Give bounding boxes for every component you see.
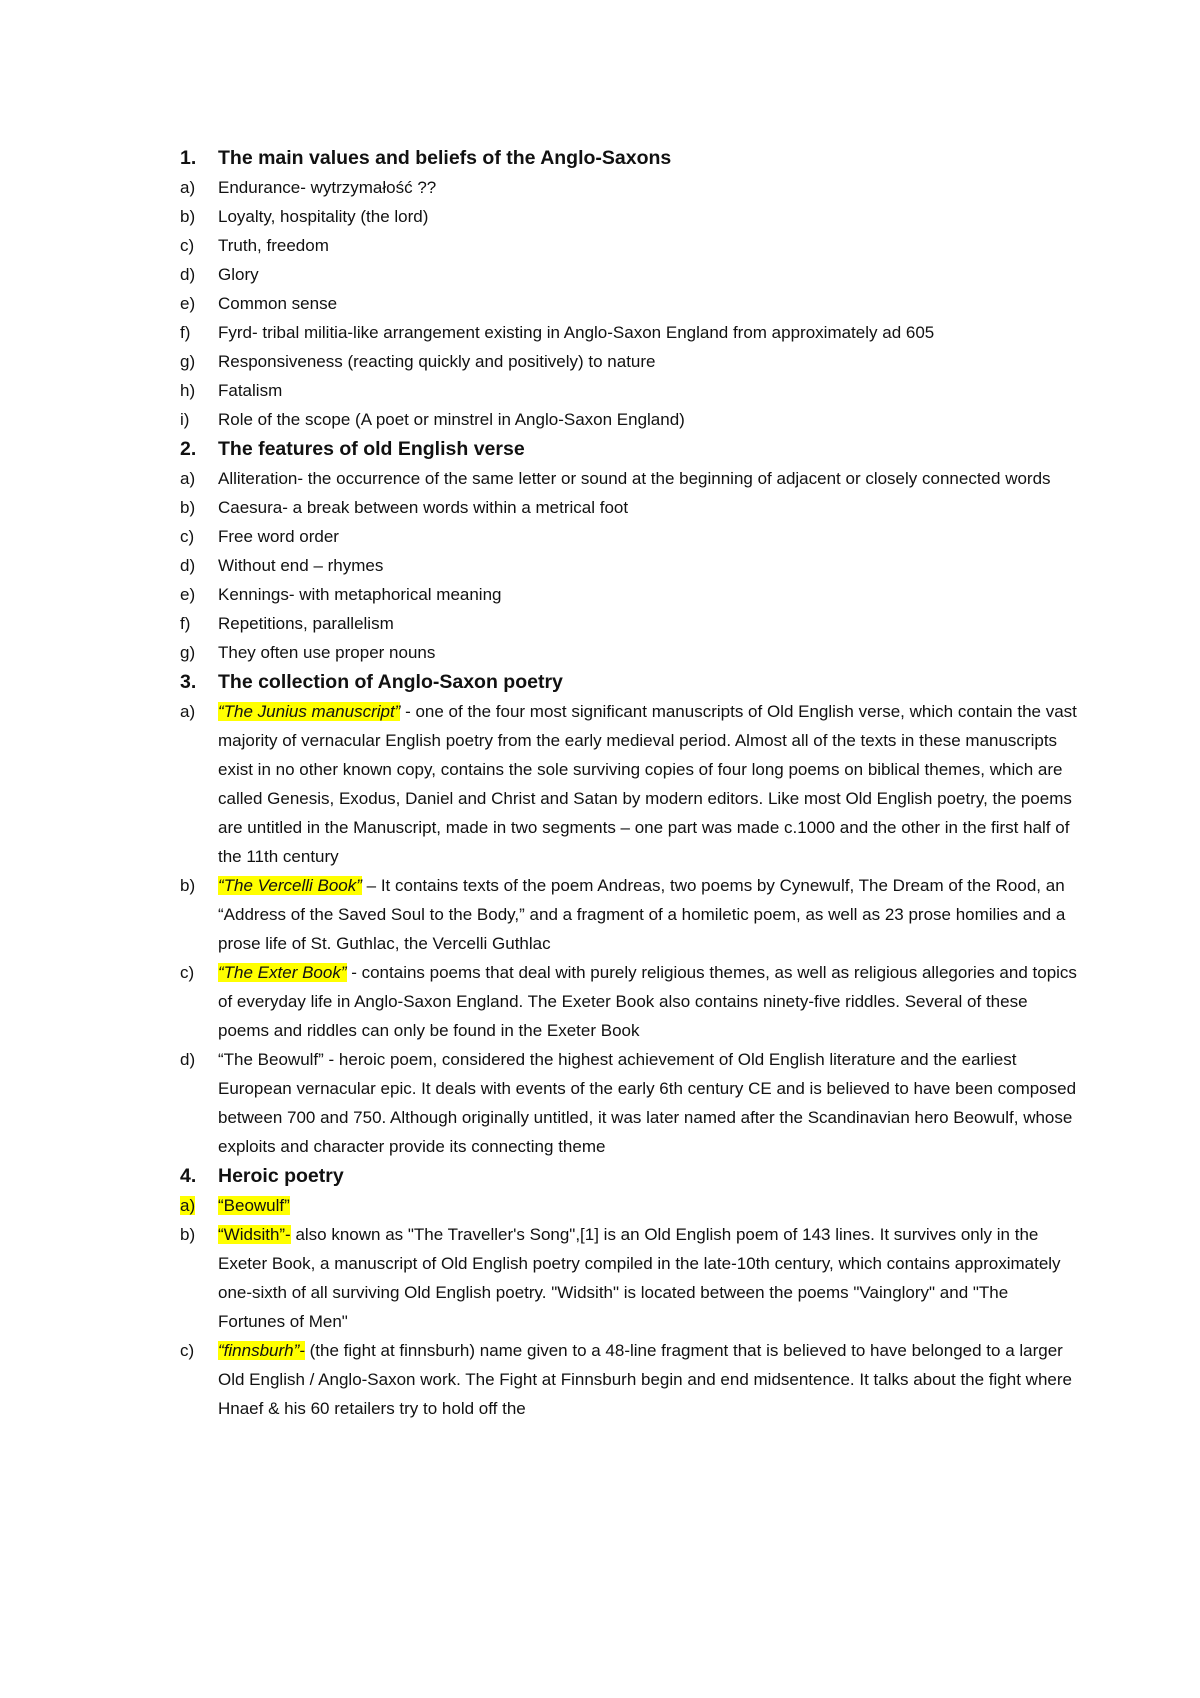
- item-marker: b): [180, 876, 196, 895]
- section-2: [180, 434, 1080, 667]
- item-marker: g): [180, 643, 196, 662]
- item-text: Fyrd- tribal militia-like arrangement existing in Anglo-Saxon England from approximately ad 605: [218, 323, 935, 342]
- list-item: [180, 1191, 1080, 1220]
- highlighted-title: “The Junius manuscript”: [218, 702, 401, 721]
- section-number: 2.: [180, 438, 197, 460]
- item-paragraph: [218, 1336, 1080, 1423]
- item-text: “The Beowulf” - heroic poem, considered the highest achievement of Old English literature and the earliest European vernacular epic. It deals with events of the early 6th century CE and is believed to have been composed between 700 and 750. Although originally untitled, it was later named after the Scandinavian hero Beowulf, whose exploits and character provide its connecting theme: [218, 1050, 1077, 1156]
- highlighted-title: “Widsith”-: [218, 1225, 291, 1244]
- item-marker: a): [180, 702, 196, 721]
- item-paragraph: [218, 871, 1080, 958]
- list-item: [180, 347, 1080, 376]
- item-text: - contains poems that deal with purely religious themes, as well as religious allegories and topics of everyday life in Anglo-Saxon England. The Exeter Book also contains ninety-five riddles. Several of these poems and riddles can only be found in the Exeter Book: [218, 963, 1077, 1040]
- item-text: (the fight at finnsburh) name given to a 48-line fragment that is believed to have belonged to a larger Old English / Anglo-Saxon work. The Fight at Finnsburh begin and end midsentence. It talks about the fight where Hnaef & his 60 retailers try to hold off the: [218, 1341, 1072, 1418]
- list-item: [180, 376, 1080, 405]
- section-heading: [180, 143, 1080, 173]
- list-item: [180, 173, 1080, 202]
- item-text: – It contains texts of the poem Andreas, two poems by Cynewulf, The Dream of the Rood, an “Address of the Saved Soul to the Body,” and a fragment of a homiletic poem, as well as 23 prose homilies and a prose life of St. Guthlac, the Vercelli Guthlac: [218, 876, 1066, 953]
- item-text: Alliteration- the occurrence of the same letter or sound at the beginning of adjacent or closely connected words: [218, 469, 1051, 488]
- item-marker: g): [180, 352, 196, 371]
- section-heading: [180, 667, 1080, 697]
- list-item: [180, 1045, 1080, 1161]
- list-item: [180, 1336, 1080, 1423]
- item-paragraph: [218, 1220, 1080, 1336]
- section-heading: [180, 1161, 1080, 1191]
- section-number: 1.: [180, 147, 197, 169]
- item-marker: i): [180, 410, 190, 429]
- section-title: The collection of Anglo-Saxon poetry: [218, 671, 563, 693]
- item-marker: e): [180, 585, 196, 604]
- item-text: also known as "The Traveller's Song",[1] is an Old English poem of 143 lines. It survives only in the Exeter Book, a manuscript of Old English poetry compiled in the late-10th century, which contains approximately one-sixth of all surviving Old English poetry. "Widsith" is located between the poems "Vainglory" and "The Fortunes of Men": [218, 1225, 1061, 1331]
- section-title: The features of old English verse: [218, 438, 525, 460]
- section-title: The main values and beliefs of the Anglo-Saxons: [218, 147, 672, 169]
- item-text: Caesura- a break between words within a metrical foot: [218, 498, 629, 517]
- item-text: Free word order: [218, 527, 339, 546]
- section-number: 4.: [180, 1165, 197, 1187]
- section-3: [180, 667, 1080, 1161]
- item-marker: b): [180, 1225, 196, 1244]
- item-text: Fatalism: [218, 381, 283, 400]
- item-text: Without end – rhymes: [218, 556, 384, 575]
- item-marker: b): [180, 498, 196, 517]
- item-marker: d): [180, 556, 196, 575]
- item-text: Kennings- with metaphorical meaning: [218, 585, 502, 604]
- list-item: [180, 551, 1080, 580]
- list-item: [180, 260, 1080, 289]
- item-text: Repetitions, parallelism: [218, 614, 394, 633]
- item-marker: a): [180, 178, 196, 197]
- item-marker: c): [180, 963, 195, 982]
- item-text: They often use proper nouns: [218, 643, 436, 662]
- list-item: [180, 638, 1080, 667]
- highlighted-title: “The Exter Book”: [218, 963, 347, 982]
- highlighted-title: “Beowulf”: [218, 1196, 290, 1215]
- item-text: Role of the scope (A poet or minstrel in Anglo-Saxon England): [218, 410, 685, 429]
- list-item: [180, 464, 1080, 493]
- item-paragraph: [218, 697, 1080, 871]
- item-text: Truth, freedom: [218, 236, 329, 255]
- highlighted-marker: a): [180, 1196, 196, 1215]
- document-content: [180, 143, 1080, 1423]
- item-text: Common sense: [218, 294, 338, 313]
- item-marker: f): [180, 323, 191, 342]
- item-marker: c): [180, 527, 195, 546]
- list-item: [180, 871, 1080, 958]
- item-marker: h): [180, 381, 196, 400]
- item-marker: d): [180, 1050, 196, 1069]
- item-marker: c): [180, 236, 195, 255]
- item-paragraph: [218, 958, 1080, 1045]
- list-item: [180, 405, 1080, 434]
- list-item: [180, 580, 1080, 609]
- list-item: [180, 958, 1080, 1045]
- item-text: - one of the four most significant manuscripts of Old English verse, which contain the vast majority of vernacular English poetry from the early medieval period. Almost all of the texts in these manuscripts exist in no other known copy, contains the sole surviving copies of four long poems on biblical themes, which are called Genesis, Exodus, Daniel and Christ and Satan by modern editors. Like most Old English poetry, the poems are untitled in the Manuscript, made in two segments – one part was made c.1000 and the other in the first half of the 11th century: [218, 702, 1077, 866]
- list-item: [180, 231, 1080, 260]
- item-text: Endurance- wytrzymałość ??: [218, 178, 437, 197]
- item-marker: a): [180, 469, 196, 488]
- item-text: Loyalty, hospitality (the lord): [218, 207, 429, 226]
- item-paragraph: [218, 1191, 1080, 1220]
- item-marker: e): [180, 294, 196, 313]
- item-marker: f): [180, 614, 191, 633]
- highlighted-title: “The Vercelli Book”: [218, 876, 362, 895]
- item-marker: b): [180, 207, 196, 226]
- section-4: [180, 1161, 1080, 1423]
- item-marker: c): [180, 1341, 195, 1360]
- item-text: Responsiveness (reacting quickly and positively) to nature: [218, 352, 656, 371]
- section-heading: [180, 434, 1080, 464]
- list-item: [180, 493, 1080, 522]
- section-title: Heroic poetry: [218, 1165, 344, 1187]
- list-item: [180, 609, 1080, 638]
- list-item: [180, 202, 1080, 231]
- item-marker: d): [180, 265, 196, 284]
- item-marker: [180, 1191, 218, 1220]
- item-text: Glory: [218, 265, 259, 284]
- list-item: [180, 1220, 1080, 1336]
- list-item: [180, 318, 1080, 347]
- list-item: [180, 697, 1080, 871]
- list-item: [180, 522, 1080, 551]
- section-number: 3.: [180, 671, 197, 693]
- section-1: [180, 143, 1080, 434]
- highlighted-title: “finnsburh”-: [218, 1341, 305, 1360]
- list-item: [180, 289, 1080, 318]
